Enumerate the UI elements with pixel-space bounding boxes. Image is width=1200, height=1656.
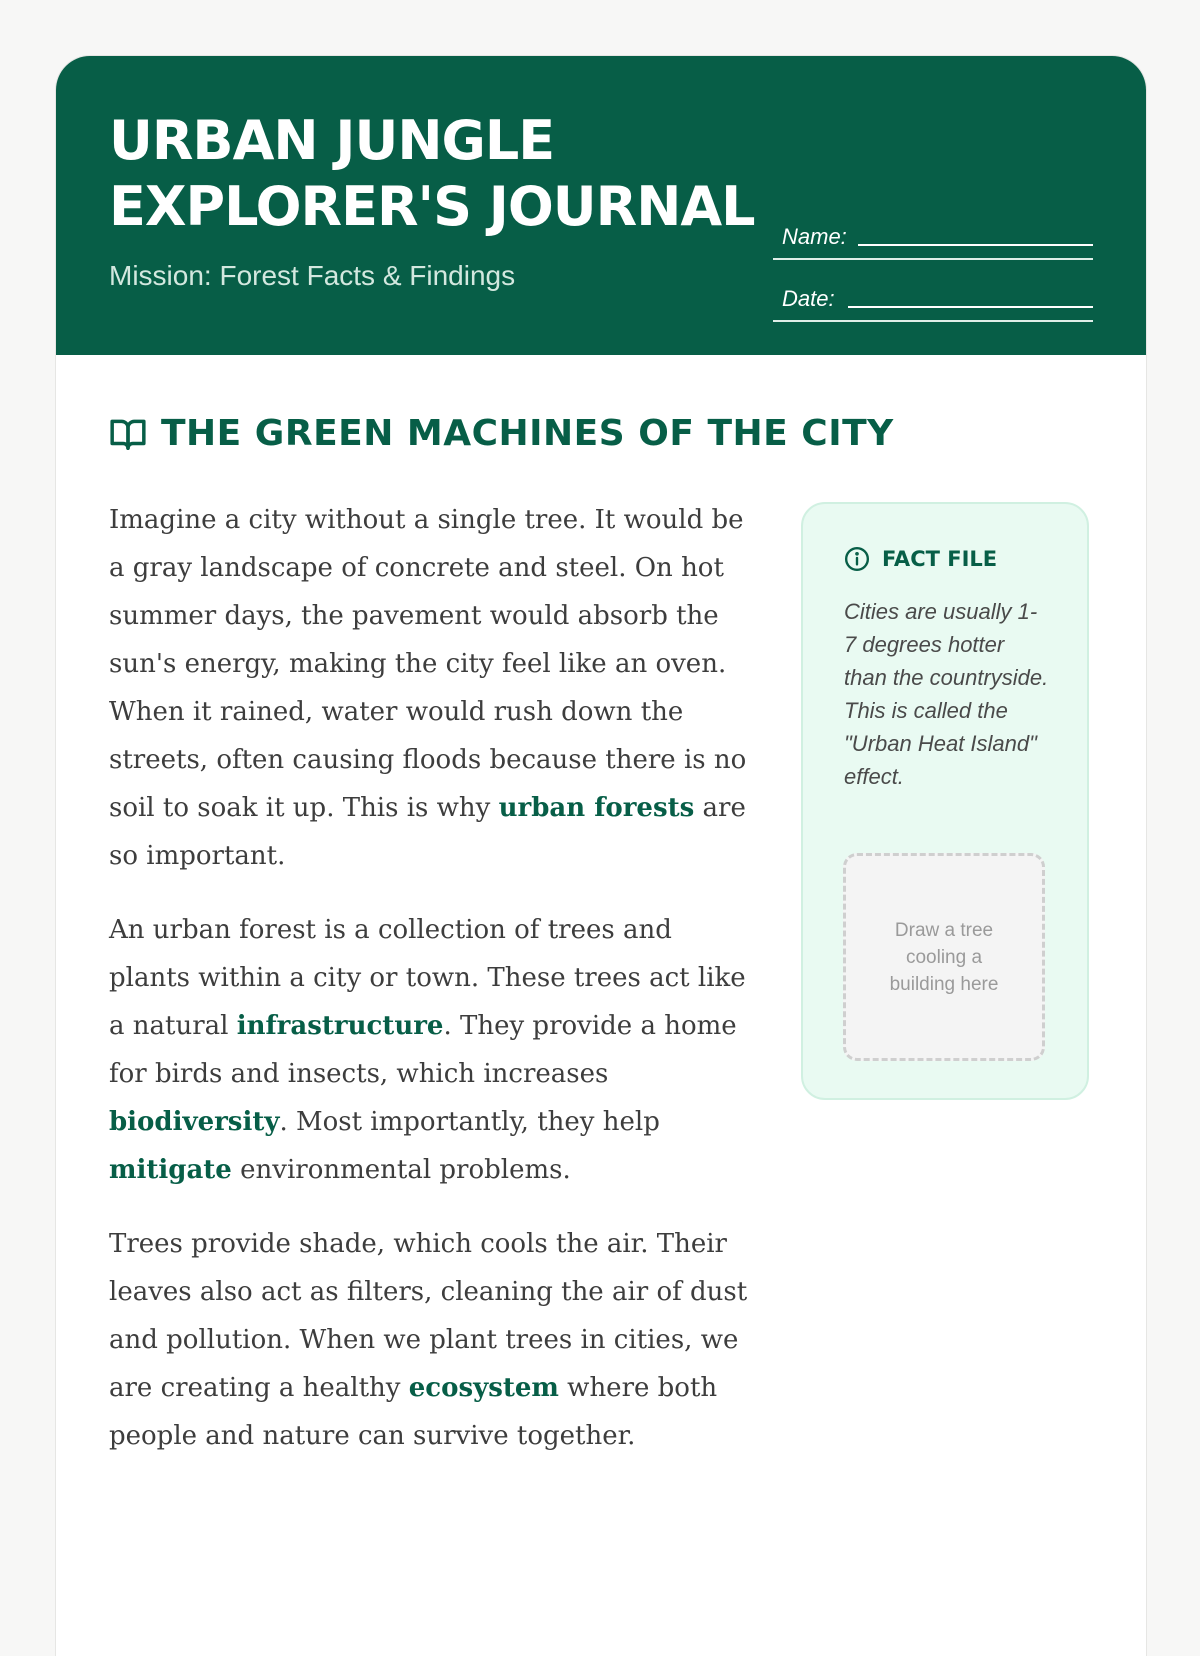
info-circle-icon [844,546,870,572]
article-body [109,496,749,1486]
drawing-area[interactable] [843,853,1045,1061]
fact-file-box [801,502,1089,1100]
fact-file-heading [844,546,997,572]
paragraph-1 [109,496,749,880]
p1-text-a: Imagine a city without a single tree. It would be a gray landscape of concrete and steel. On hot summer days, the pavement would absorb the sun's energy, making the city feel like an oven. When it rained, water would rush down the streets, often causing floods because there is no soil to soak it up. This is why [109,505,747,823]
term-mitigate: mitigate [109,1155,232,1185]
term-ecosystem: ecosystem [408,1373,559,1403]
journal-header [56,56,1146,355]
name-label: Name: [782,224,847,249]
p2-text-a: An urban forest is a collection of trees and plants within a city or town. These trees act like a natural [109,915,746,1041]
fact-file-title: FACT FILE [882,547,998,571]
term-urban-forests: urban forests [498,793,695,823]
open-book-icon [109,415,147,453]
title-line-2: EXPLORER'S JOURNAL [109,175,755,238]
date-blank-line [848,306,1093,308]
date-label: Date: [782,286,835,311]
paragraph-3 [109,1220,749,1460]
p2-text-c: . Most importantly, they help [279,1107,660,1137]
paragraph-2 [109,906,749,1194]
p2-text-b: . They provide a home for birds and insects, which increases [109,1011,737,1089]
section-title: THE GREEN MACHINES OF THE CITY [161,413,894,454]
p3-text-a: Trees provide shade, which cools the air. Their leaves also act as filters, cleaning the air of dust and pollution. When we plant trees in cities, we are creating a healthy [109,1229,748,1403]
p1-text-b: are so important. [109,793,746,871]
mission-subtitle: Mission: Forest Facts & Findings [109,260,516,291]
name-field[interactable] [773,222,1093,260]
journal-title [109,108,759,240]
drawing-prompt: Draw a tree cooling a building here [889,919,999,995]
p2-text-d: environmental problems. [231,1155,571,1185]
term-biodiversity: biodiversity [109,1107,280,1137]
fact-file-text: Cities are usually 1-7 degrees hotter than the countryside. This is called the "Urban Heat Island" effect. [844,599,1049,789]
date-field[interactable] [773,284,1093,322]
journal-card [56,56,1146,1656]
title-line-1: URBAN JUNGLE [109,109,555,172]
section-heading [109,413,894,454]
term-infrastructure: infrastructure [236,1011,444,1041]
name-blank-line [858,244,1093,246]
p3-text-b: where both people and nature can survive together. [109,1373,718,1451]
